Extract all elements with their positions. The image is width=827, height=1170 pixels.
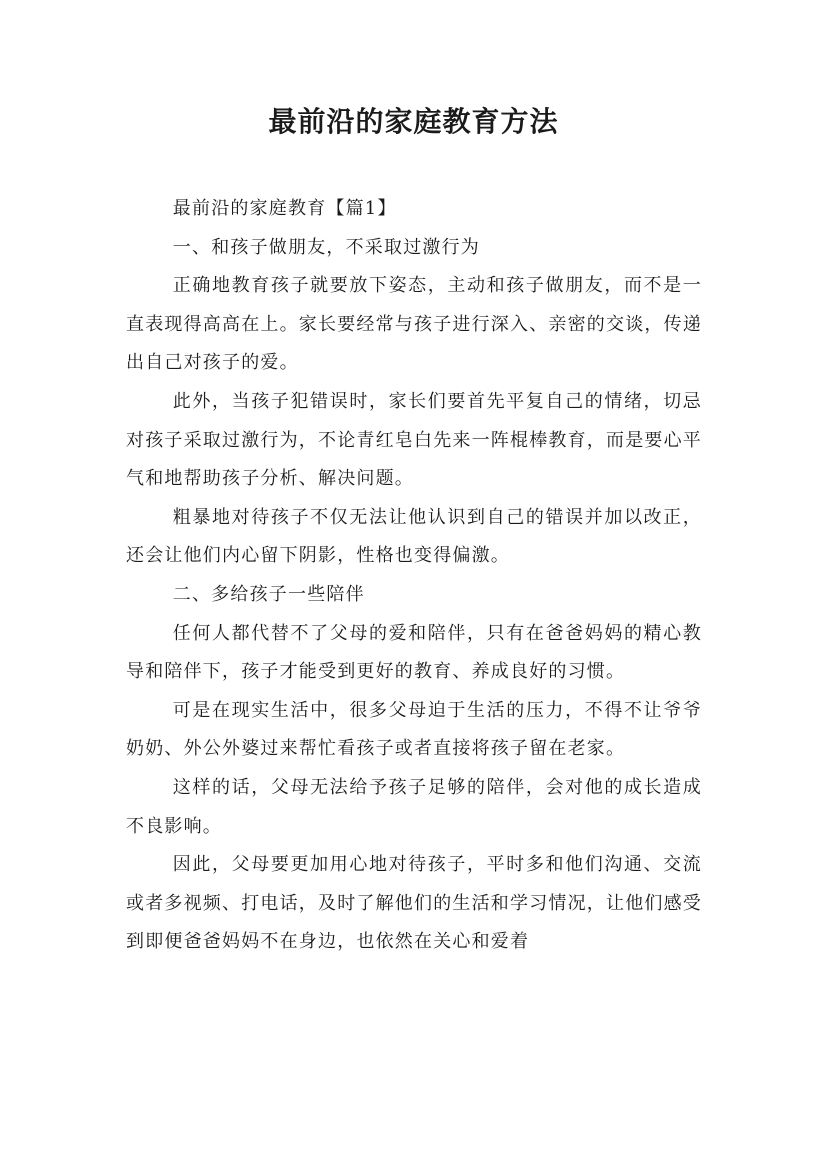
- subheading: 一、和孩子做朋友，不采取过激行为: [172, 236, 480, 258]
- paragraph: 因此，父母要更加用心地对待孩子，平时多和他们沟通、交流或者多视频、打电话，及时了解他们的生活和学习情况，让他们感受到即便爸爸妈妈不在身边，也依然在关心和爱着: [126, 854, 702, 953]
- paragraph: 可是在现实生活中，很多父母迫于生活的压力，不得不让爷爷奶奶、外公外婆过来帮忙看孩子或者直接将孩子留在老家。: [126, 699, 702, 760]
- paragraph: 这样的话，父母无法给予孩子足够的陪伴，会对他的成长造成不良影响。: [126, 776, 702, 837]
- subheading: 二、多给孩子一些陪伴: [172, 583, 365, 605]
- document-title: 最前沿的家庭教育方法: [268, 105, 559, 138]
- document-body: [126, 190, 702, 962]
- paragraph: 粗暴地对待孩子不仅无法让他认识到自己的错误并加以改正，还会让他们内心留下阴影，性格也变得偏激。: [126, 506, 702, 567]
- paragraph: 任何人都代替不了父母的爱和陪伴，只有在爸爸妈妈的精心教导和陪伴下，孩子才能受到更好的教育、养成良好的习惯。: [126, 622, 702, 683]
- paragraph: 此外，当孩子犯错误时，家长们要首先平复自己的情绪，切忌对孩子采取过激行为，不论青红皂白先来一阵棍棒教育，而是要心平气和地帮助孩子分析、解决问题。: [126, 390, 702, 490]
- section-heading: 最前沿的家庭教育【篇1】: [172, 198, 397, 219]
- paragraph: 正确地教育孩子就要放下姿态，主动和孩子做朋友，而不是一直表现得高高在上。家长要经常与孩子进行深入、亲密的交谈，传递出自己对孩子的爱。: [126, 275, 702, 374]
